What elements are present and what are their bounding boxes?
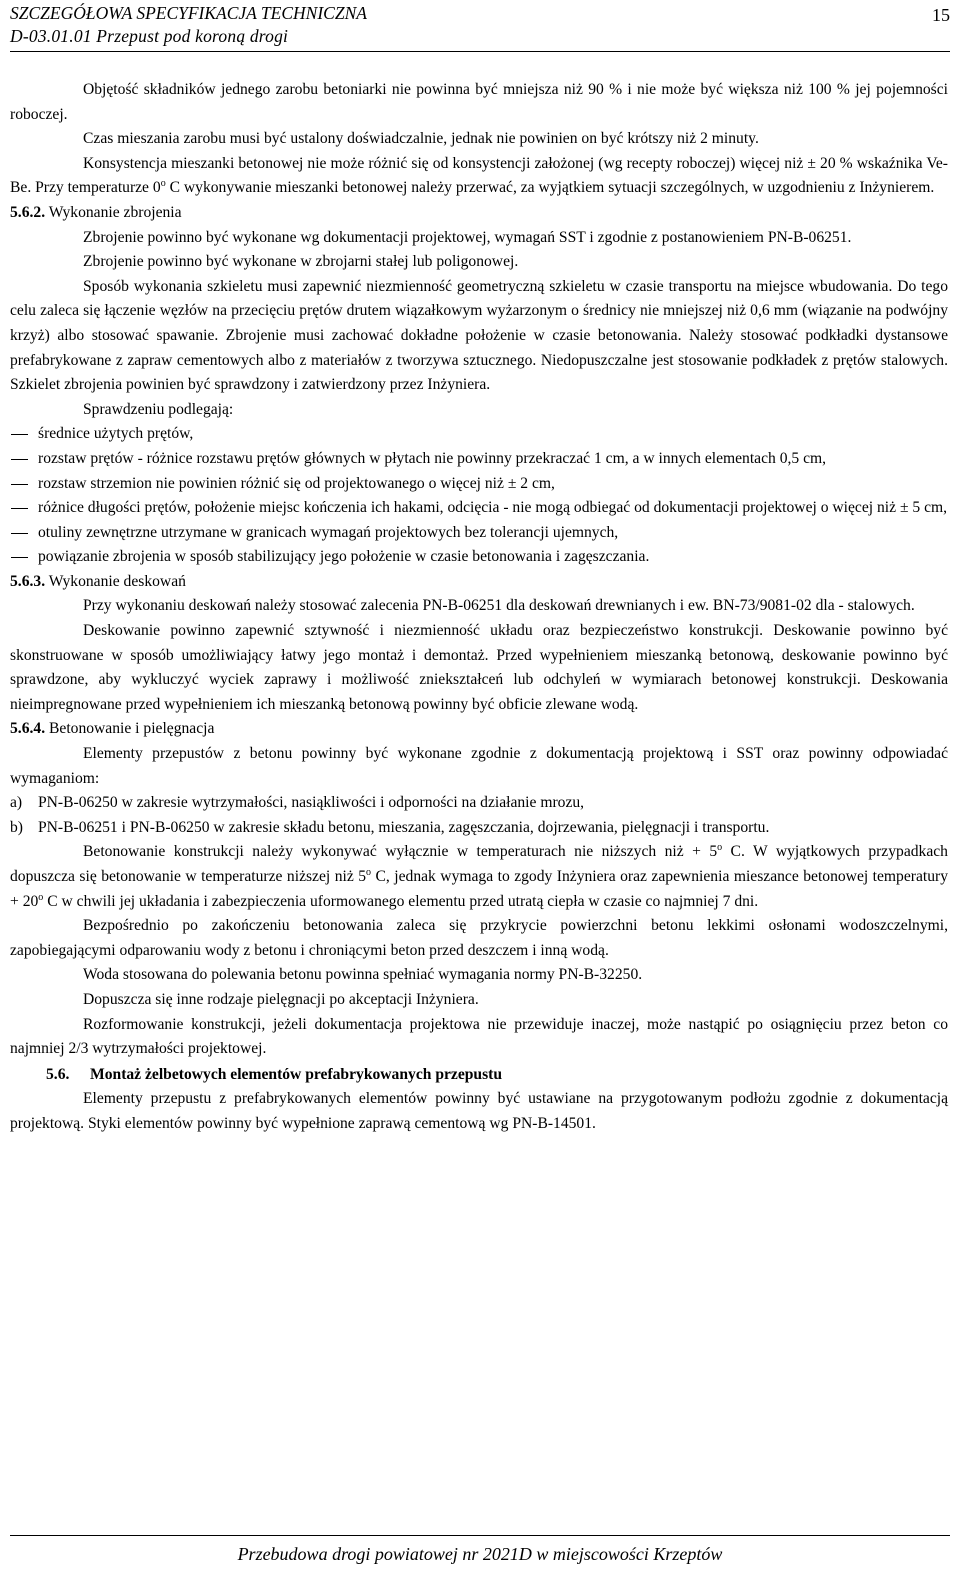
footer-rule — [10, 1535, 950, 1536]
dash-list — [10, 422, 948, 570]
paragraph: Woda stosowana do polewania betonu powinna spełniać wymagania normy PN-B-32250. — [83, 966, 643, 984]
list-item: b) PN-B-06251 i PN-B-06250 w zakresie składu betonu, mieszania, zagęszczania, dojrzewania, pielęgnacji i transportu. — [10, 818, 770, 836]
paragraph: Zbrojenie powinno być wykonane w zbrojarni stałej lub poligonowej. — [83, 253, 519, 271]
list-item: otuliny zewnętrzne utrzymane w granicach wymagań projektowych bez tolerancji ujemnych, — [10, 521, 948, 546]
paragraph: Rozformowanie konstrukcji, jeżeli dokumentacja projektowa nie przewiduje inaczej, może nastąpić po osiągnięciu przez beton co najmniej 2/3 wytrzymałości projektowej. — [10, 1015, 948, 1058]
list-item: różnice długości prętów, położenie miejsc kończenia ich hakami, odcięcia - nie mogą odbiegać od dokumentacji projektowej o więcej niż ± 5 cm, — [10, 496, 948, 521]
list-item: rozstaw strzemion nie powinien różnić się od projektowanego o więcej niż ± 2 cm, — [10, 472, 948, 497]
list-item: rozstaw prętów - różnice rozstawu prętów głównych w płytach nie powinny przekraczać 1 cm, a w innych elementach 0,5 cm, — [10, 447, 948, 472]
paragraph: Sprawdzeniu podlegają: — [83, 400, 234, 418]
paragraph: Sposób wykonania szkieletu musi zapewnić niezmienność geometryczną szkieletu w czasie transportu na miejsce wbudowania. Do tego celu zaleca się łączenie węzłów na przecięciu prętów drutem wiązałkowym wyżarzonym o średnicy nie mniejszej niż 0,6 mm (wiązanie na podwójny krzyż) albo stosować spawanie. Zbrojenie musi zachować dokładne położenie w czasie betonowania. Należy stosować podkładki dystansowe prefabrykowane z zapraw cementowych albo z materiałów z tworzywa sztucznego. Niedopuszczalne jest stosowanie podkładek z prętów stalowych. Szkielet zbrojenia powinien być sprawdzony i zatwierdzony przez Inżyniera. — [10, 277, 948, 394]
paragraph: Zbrojenie powinno być wykonane wg dokumentacji projektowej, wymagań SST i zgodnie z postanowieniem PN-B-06251. — [83, 228, 852, 246]
page-number: 15 — [932, 5, 950, 25]
section-heading-5-6: 5.6. Montaż żelbetowych elementów prefabrykowanych przepustu — [46, 1065, 503, 1083]
paragraph: Elementy przepustu z prefabrykowanych elementów powinny być ustawiane na przygotowanym podłożu zgodnie z dokumentacją projektową. Styki elementów powinny być wypełnione zaprawą cementową wg PN-B-14501. — [10, 1090, 948, 1132]
paragraph: Deskowanie powinno zapewnić sztywność i niezmienność układu oraz bezpieczeństwo konstrukcji. Deskowanie powinno być skonstruowane w sposób umożliwiający łatwy jego montaż i demontaż. Przed wypełnieniem mieszanką betonową, deskowanie powinno być sprawdzone, aby wykluczyć wyciek zaprawy i możliwość zniekształceń lub odchyleń w wymiarach betonowej konstrukcji. Deskowania nieimpregnowane przed wypełnieniem ich mieszanką betonową powinny być obficie zlewane wodą. — [10, 622, 948, 713]
paragraph: Czas mieszania zarobu musi być ustalony doświadczalnie, jednak nie powinien on być krótszy niż 2 minuty. — [83, 130, 759, 148]
header-rule — [10, 51, 950, 52]
lettered-list — [10, 791, 948, 840]
paragraph: Konsystencja mieszanki betonowej nie może różnić się od konsystencji założonej (wg recepty roboczej) więcej niż ± 20 % wskaźnika Ve-Be. Przy temperaturze 0$^o$ C wykonywanie mieszanki betonowej należy przerwać, za wyjątkiem sytuacji szczególnych, w uzgodnieniu z Inżynierem. — [10, 154, 948, 197]
list-item: powiązanie zbrojenia w sposób stabilizujący jego położenie w czasie betonowania i zagęszczania. — [10, 545, 948, 570]
list-item: a) PN-B-06250 w zakresie wytrzymałości, nasiąkliwości i odporności na działanie mrozu, — [10, 794, 585, 812]
paragraph: Bezpośrednio po zakończeniu betonowania zaleca się przykrycie powierzchni betonu lekkimi osłonami wodoszczelnymi, zapobiegającymi odparowaniu wody z betonu i chroniącymi beton przed deszczem i inną wodą. — [10, 917, 948, 959]
list-item: średnice użytych prętów, — [10, 422, 948, 447]
paragraph: Dopuszcza się inne rodzaje pielęgnacji po akceptacji Inżyniera. — [83, 990, 479, 1008]
section-heading-5-6-3: 5.6.3. Wykonanie deskowań — [10, 572, 186, 590]
paragraph: Betonowanie konstrukcji należy wykonywać wyłącznie w temperaturach nie niższych niż + $5^o$ C. W wyjątkowych przypadkach dopuszcza się betonowanie w temperaturze niższej niż 5$^o$ C, jednak wymaga to zgody Inżyniera oraz zapewnienia mieszance betonowej temperatury + $20^o$ C w chwili jej układania i zabezpieczenia uformowanego elementu przed utratą ciepła w czasie co najmniej 7 dni. — [10, 842, 948, 910]
page-header — [10, 2, 950, 48]
paragraph: Objętość składników jednego zarobu betoniarki nie powinna być mniejsza niż 90 % i nie może być większa niż 100 % jej pojemności roboczej. — [10, 81, 948, 123]
paragraph: Elementy przepustów z betonu powinny być wykonane zgodnie z dokumentacją projektową i SST oraz powinny odpowiadać wymaganiom: — [10, 745, 948, 787]
header-subtitle: D-03.01.01 Przepust pod koroną drogi — [10, 26, 289, 46]
header-title: SZCZEGÓŁOWA SPECYFIKACJA TECHNICZNA — [10, 3, 367, 23]
section-heading-5-6-2: 5.6.2. Wykonanie zbrojenia — [10, 203, 182, 221]
page-footer: Przebudowa drogi powiatowej nr 2021D w miejscowości Krzeptów — [237, 1544, 723, 1564]
document-body — [10, 78, 948, 1137]
paragraph: Przy wykonaniu deskowań należy stosować zalecenia PN-B-06251 dla deskowań drewnianych i ew. BN-73/9081-02 dla - stalowych. — [83, 597, 915, 615]
section-heading-5-6-4: 5.6.4. Betonowanie i pielęgnacja — [10, 720, 215, 738]
